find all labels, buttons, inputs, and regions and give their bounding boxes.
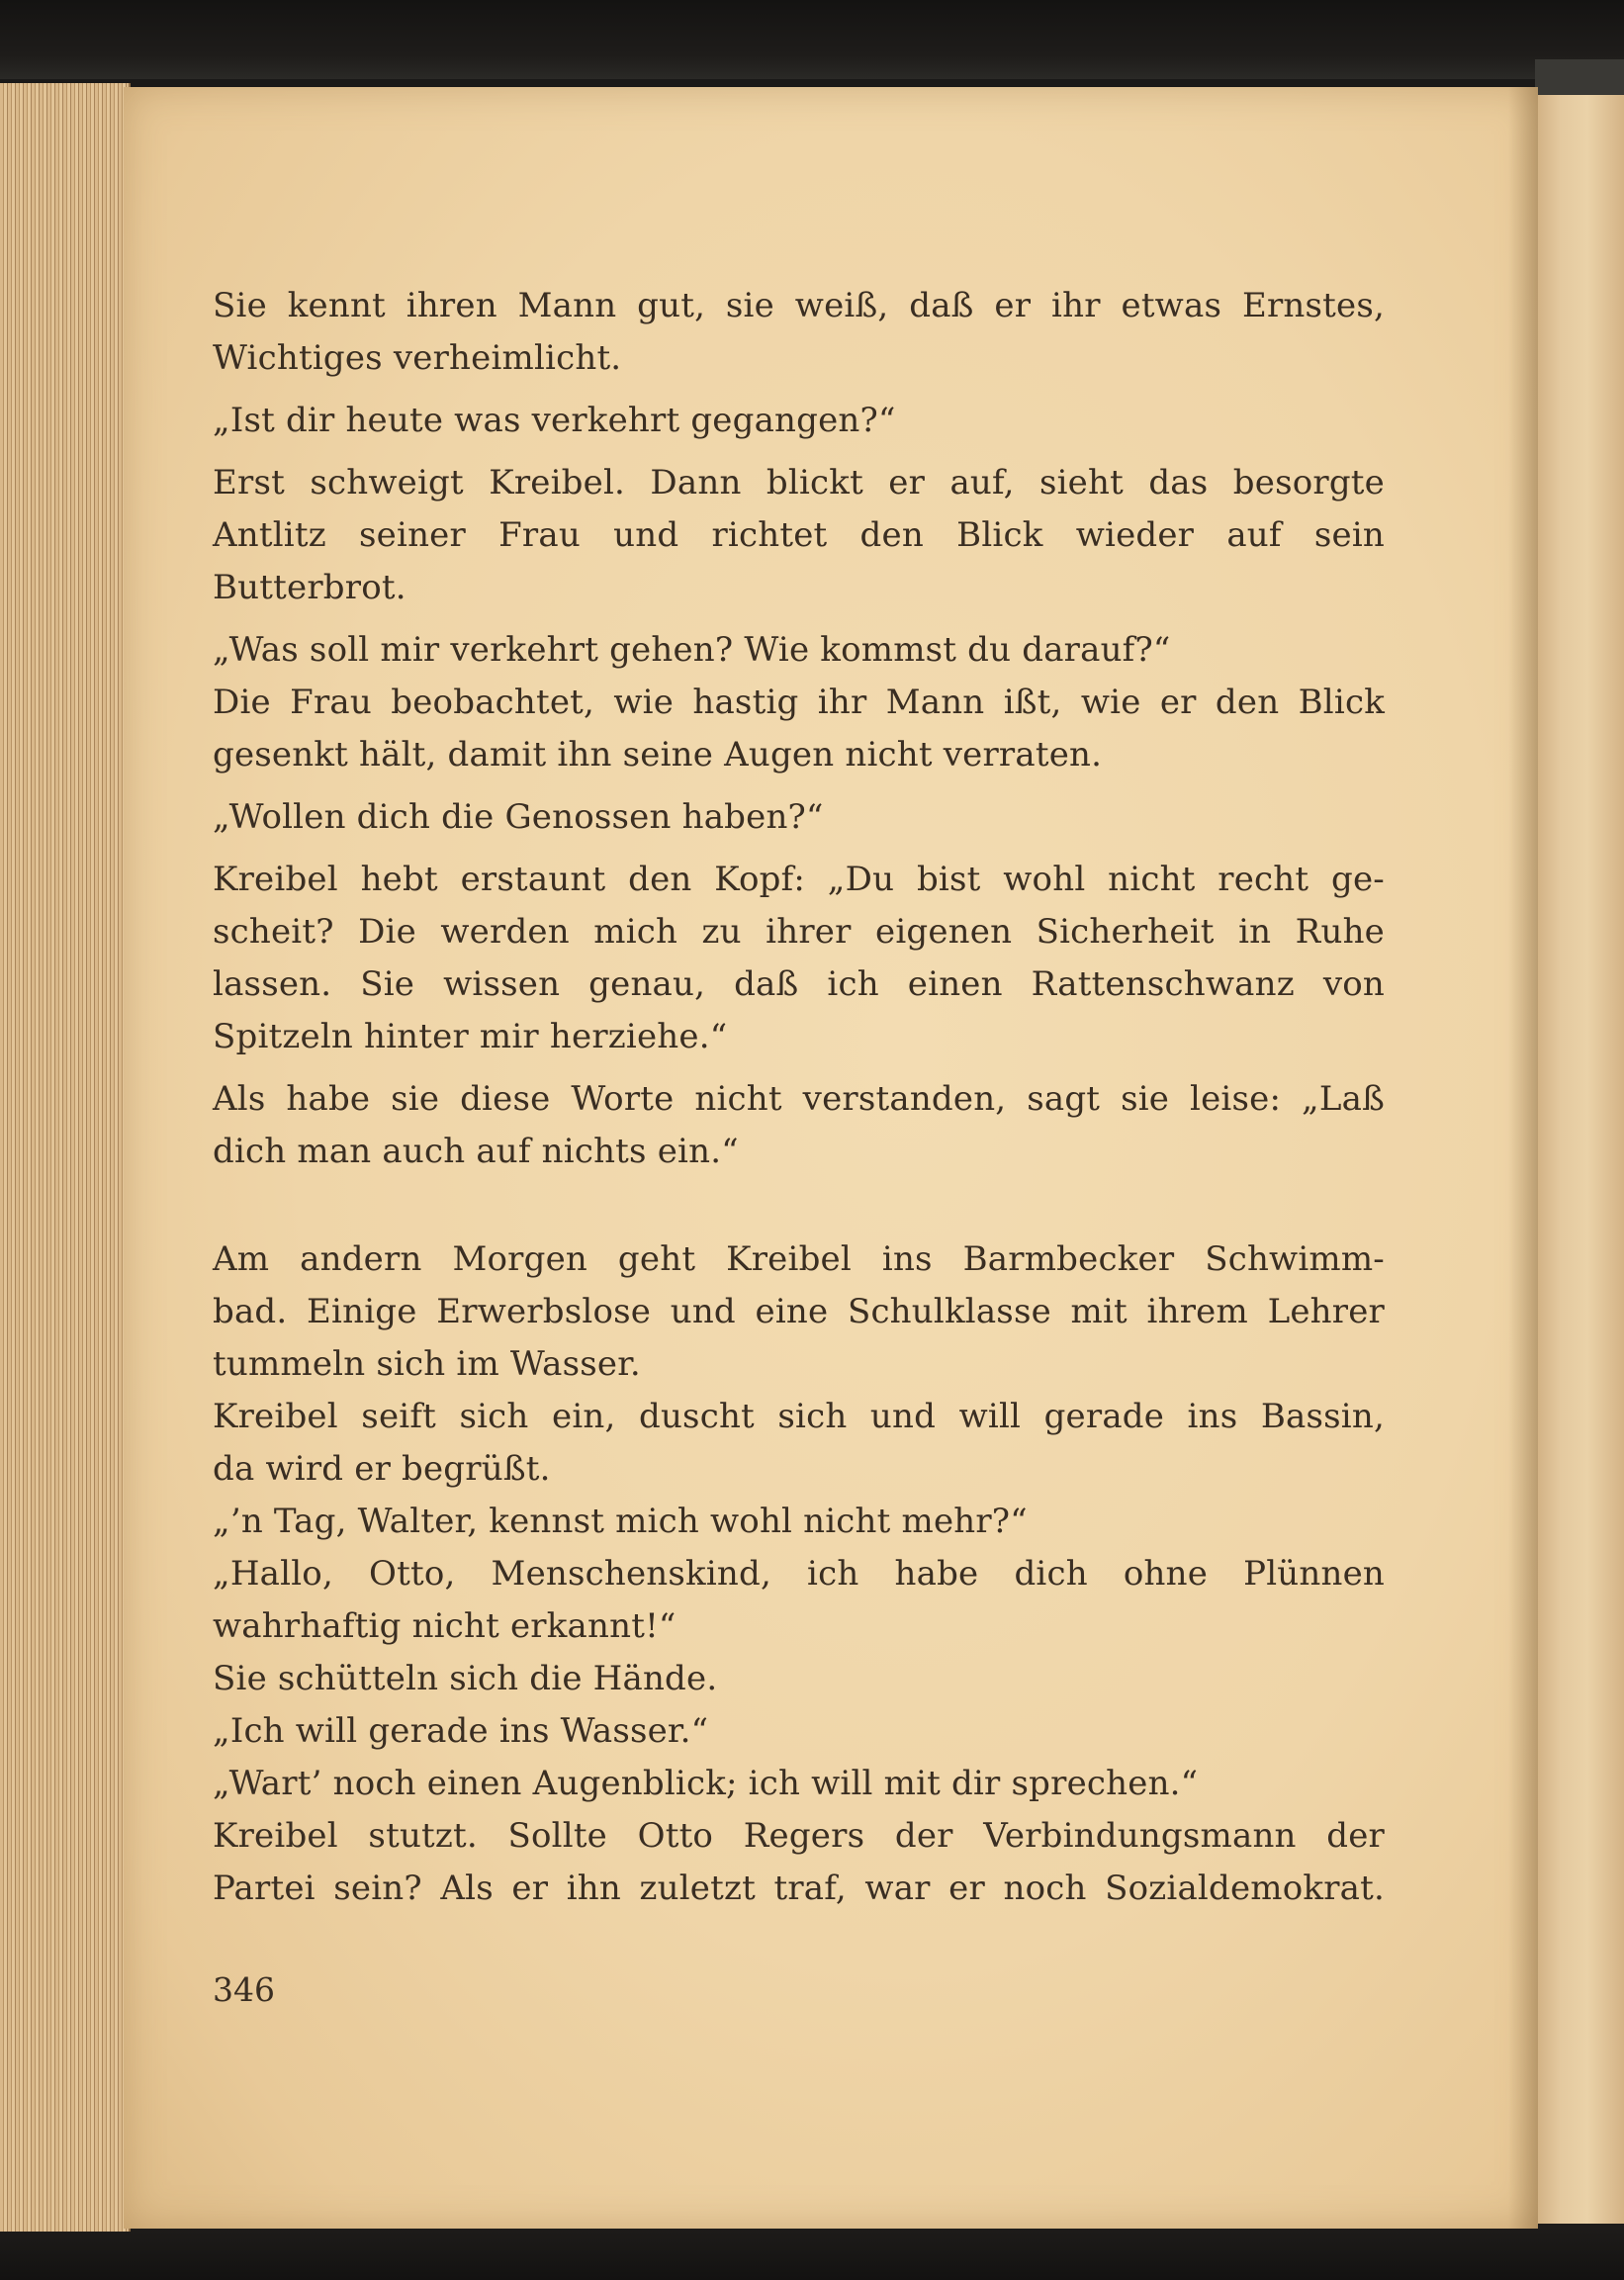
text-line: Butterbrot. [213,568,406,607]
text-line: Als habe sie diese Worte nicht verstanden, sagt sie leise: „Laß [213,1079,1385,1119]
text-line: Kreibel hebt erstaunt den Kopf: „Du bist wohl nicht recht ge- [213,860,1385,899]
text-line: Spitzeln hinter mir herziehe.“ [213,1017,728,1056]
text-line: Wichtiges verheimlicht. [213,338,622,378]
text-line: lassen. Sie wissen genau, daß ich einen Rattenschwanz von [213,964,1385,1004]
stacked-page-edges [0,83,131,2232]
text-line: dich man auch auf nichts ein.“ [213,1132,739,1171]
text-line: wahrhaftig nicht erkannt!“ [213,1606,677,1646]
text-line: „Wollen dich die Genossen haben?“ [213,797,824,837]
text-line: Die Frau beobachtet, wie hastig ihr Mann ißt, wie er den Blick [213,683,1385,722]
text-line: Erst schweigt Kreibel. Dann blickt er auf, sieht das besorgte [213,463,1385,502]
text-line: Antlitz seiner Frau und richtet den Blick wieder auf sein [213,515,1385,555]
text-line: da wird er begrüßt. [213,1449,551,1489]
gutter-shadow [1508,87,1538,2229]
text-line: tummeln sich im Wasser. [213,1344,641,1384]
text-line: Sie kennt ihren Mann gut, sie weiß, daß er ihr etwas Ernstes, [213,286,1385,325]
page-number: 346 [213,1970,275,2009]
text-line: Sie schütteln sich die Hände. [213,1659,718,1698]
text-line: „Hallo, Otto, Menschenskind, ich habe dich ohne Plünnen [213,1554,1385,1594]
text-line: Kreibel stutzt. Sollte Otto Regers der Verbindungsmann der [213,1816,1385,1856]
text-line: „Ist dir heute was verkehrt gegangen?“ [213,401,896,440]
text-line: bad. Einige Erwerbslose und eine Schulklasse mit ihrem Lehrer [213,1292,1385,1331]
background-top [0,0,1624,79]
text-line: „Wart’ noch einen Augenblick; ich will mit dir sprechen.“ [213,1764,1199,1803]
text-line: „Was soll mir verkehrt gehen? Wie kommst du darauf?“ [213,630,1171,670]
text-line: „’n Tag, Walter, kennst mich wohl nicht mehr?“ [213,1502,1028,1541]
text-line: Kreibel seift sich ein, duscht sich und will gerade ins Bassin, [213,1397,1385,1436]
text-line: scheit? Die werden mich zu ihrer eigenen Sicherheit in Ruhe [213,912,1385,952]
text-line: „Ich will gerade ins Wasser.“ [213,1711,709,1751]
text-line: Partei sein? Als er ihn zuletzt traf, war er noch Sozialdemokrat. [213,1869,1385,1908]
text-line: gesenkt hält, damit ihn seine Augen nicht verraten. [213,735,1103,775]
next-page-edge [1530,95,1624,2224]
background-bottom [0,2221,1624,2280]
text-line: Am andern Morgen geht Kreibel ins Barmbecker Schwimm- [213,1239,1385,1279]
page-text [213,280,1385,1915]
